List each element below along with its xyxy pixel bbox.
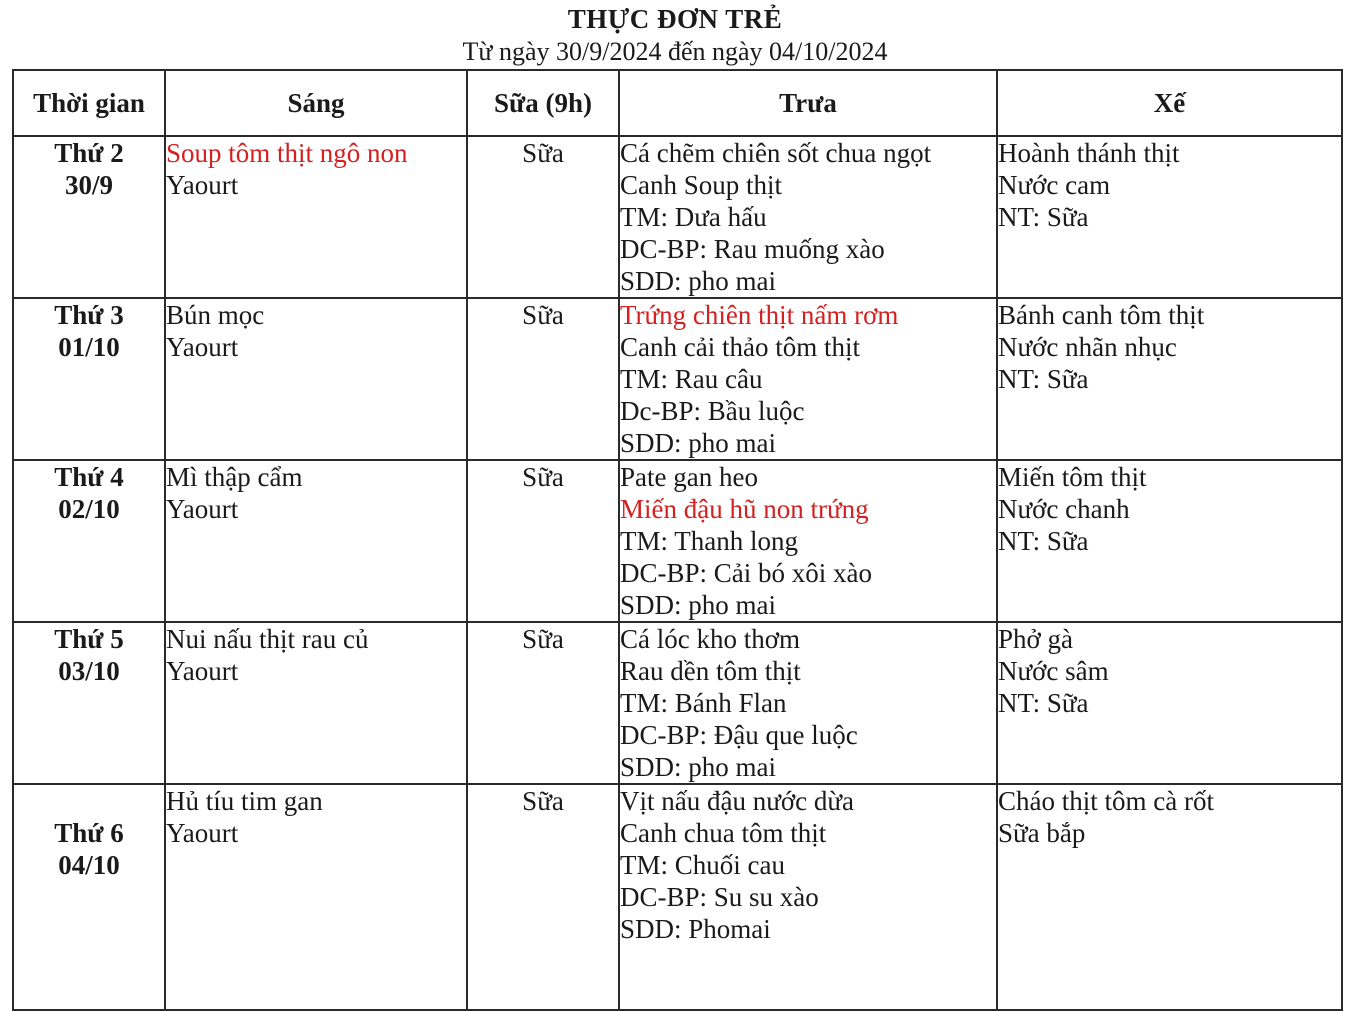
menu-item: Canh chua tôm thịt (620, 818, 827, 848)
menu-item: Vịt nấu đậu nước dừa (620, 786, 854, 816)
day-name: Thứ 5 (54, 624, 124, 654)
menu-item: Yaourt (166, 818, 239, 848)
menu-item: TM: Thanh long (620, 526, 798, 556)
day-cell (13, 298, 165, 460)
menu-item: Hoành thánh thịt (998, 138, 1180, 168)
menu-item: Sữa bắp (998, 818, 1086, 848)
menu-item: Nước cam (998, 170, 1111, 200)
menu-item: NT: Sữa (998, 526, 1089, 556)
menu-item: Pate gan heo (620, 462, 758, 492)
menu-item: SDD: pho mai (620, 590, 777, 620)
menu-item: DC-BP: Su su xào (620, 882, 819, 912)
menu-item: Yaourt (166, 656, 239, 686)
day-name: Thứ 6 (54, 818, 124, 848)
morning-cell (165, 298, 467, 460)
menu-item: NT: Sữa (998, 688, 1089, 718)
menu-item: TM: Rau câu (620, 364, 763, 394)
header-time: Thời gian (13, 70, 165, 136)
menu-item: Miến tôm thịt (998, 462, 1147, 492)
day-cell (13, 784, 165, 1010)
menu-item: TM: Dưa hấu (620, 202, 767, 232)
afternoon-cell (997, 784, 1342, 1010)
menu-item: Yaourt (166, 170, 239, 200)
menu-table (12, 69, 1343, 1011)
milk-cell: Sữa (467, 622, 619, 784)
header-morning: Sáng (165, 70, 467, 136)
header-lunch: Trưa (619, 70, 997, 136)
menu-item: Phở gà (998, 624, 1074, 654)
menu-item: SDD: pho mai (620, 266, 777, 296)
day-cell (13, 136, 165, 298)
day-date: 03/10 (58, 656, 120, 686)
milk-cell: Sữa (467, 136, 619, 298)
menu-item: NT: Sữa (998, 202, 1089, 232)
menu-item: Canh Soup thịt (620, 170, 783, 200)
day-date: 01/10 (58, 332, 120, 362)
lunch-cell (619, 622, 997, 784)
menu-item: Nui nấu thịt rau củ (166, 624, 369, 654)
day-date: 02/10 (58, 494, 120, 524)
menu-item: Miến đậu hũ non trứng (620, 494, 869, 524)
table-row (13, 622, 1342, 784)
lunch-cell (619, 298, 997, 460)
page-title: THỰC ĐƠN TRẺ (567, 4, 783, 34)
menu-item: Nước chanh (998, 494, 1130, 524)
menu-item: DC-BP: Rau muống xào (620, 234, 885, 264)
header-row (13, 70, 1342, 136)
afternoon-cell (997, 136, 1342, 298)
header-milk: Sữa (9h) (467, 70, 619, 136)
menu-item: Mì thập cẩm (166, 462, 303, 492)
table-row (13, 784, 1342, 1010)
menu-item: Yaourt (166, 494, 239, 524)
menu-item: Dc-BP: Bầu luộc (620, 396, 805, 426)
header-afternoon: Xế (997, 70, 1342, 136)
lunch-cell (619, 136, 997, 298)
milk-cell: Sữa (467, 460, 619, 622)
table-row (13, 460, 1342, 622)
afternoon-cell (997, 460, 1342, 622)
menu-item: Yaourt (166, 332, 239, 362)
afternoon-cell (997, 298, 1342, 460)
menu-item: Cá chẽm chiên sốt chua ngọt (620, 138, 932, 168)
menu-item: Cá lóc kho thơm (620, 624, 801, 654)
menu-item: TM: Bánh Flan (620, 688, 787, 718)
menu-item: Bún mọc (166, 300, 265, 330)
day-name: Thứ 3 (54, 300, 124, 330)
day-name: Thứ 4 (54, 462, 124, 492)
menu-item: DC-BP: Cải bó xôi xào (620, 558, 873, 588)
menu-item: Cháo thịt tôm cà rốt (998, 786, 1214, 816)
morning-cell (165, 622, 467, 784)
menu-item: DC-BP: Đậu que luộc (620, 720, 858, 750)
table-row (13, 136, 1342, 298)
menu-item: SDD: pho mai (620, 428, 777, 458)
menu-item: Nước sâm (998, 656, 1109, 686)
menu-item: Trứng chiên thịt nấm rơm (620, 300, 899, 330)
morning-cell (165, 136, 467, 298)
menu-item: Nước nhãn nhục (998, 332, 1177, 362)
lunch-cell (619, 784, 997, 1010)
menu-item: Rau dền tôm thịt (620, 656, 801, 686)
day-date: 04/10 (58, 850, 120, 880)
menu-item: SDD: pho mai (620, 752, 777, 782)
menu-item: Canh cải thảo tôm thịt (620, 332, 860, 362)
day-cell (13, 460, 165, 622)
menu-item: TM: Chuối cau (620, 850, 785, 880)
morning-cell (165, 784, 467, 1010)
afternoon-cell (997, 622, 1342, 784)
menu-item: SDD: Phomai (620, 914, 771, 944)
table-row (13, 298, 1342, 460)
menu-item: Bánh canh tôm thịt (998, 300, 1205, 330)
milk-cell: Sữa (467, 784, 619, 1010)
menu-item: Soup tôm thịt ngô non (166, 138, 408, 168)
morning-cell (165, 460, 467, 622)
menu-item: Hủ tíu tim gan (166, 786, 323, 816)
day-cell (13, 622, 165, 784)
date-range-subtitle: Từ ngày 30/9/2024 đến ngày 04/10/2024 (462, 37, 888, 66)
day-date: 30/9 (64, 170, 113, 200)
lunch-cell (619, 460, 997, 622)
milk-cell: Sữa (467, 298, 619, 460)
day-name: Thứ 2 (54, 138, 124, 168)
menu-item: NT: Sữa (998, 364, 1089, 394)
